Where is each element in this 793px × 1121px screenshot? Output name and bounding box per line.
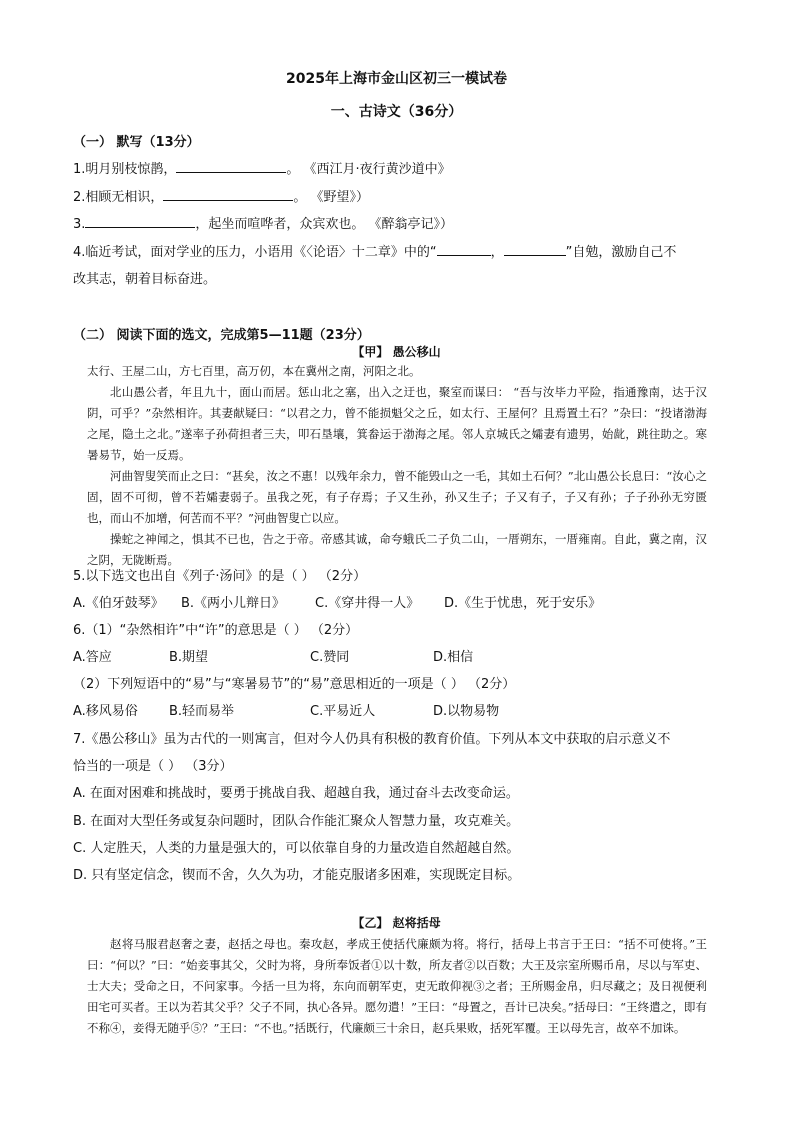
part1-heading: （一） 默写（13分） xyxy=(73,135,200,150)
q3-text-a: 3. xyxy=(73,217,86,232)
q3-text-b: ，起坐而喧哗者，众宾欢也。 《醉翁亭记》） xyxy=(195,217,454,232)
q6-2-option-a[interactable]: A.移风易俗 xyxy=(73,704,138,719)
q5-option-b[interactable]: B.《两小儿辩日》 xyxy=(181,596,286,611)
q4-text-a: 4.临近考试，面对学业的压力，小语用《〈论语〉十二章》中的“ xyxy=(73,245,437,260)
q3-blank[interactable] xyxy=(85,213,195,228)
q4-blank-2[interactable] xyxy=(504,241,566,256)
question-7-continued: 恰当的一项是（ ） （3分） xyxy=(73,759,233,774)
q6-2-option-c[interactable]: C.平易近人 xyxy=(310,704,376,719)
q6-1-option-c[interactable]: C.赞同 xyxy=(310,650,350,665)
q6-1-option-a[interactable]: A.答应 xyxy=(73,650,112,665)
yi-title: 【乙】 赵将括母 xyxy=(352,916,441,930)
q7-option-d[interactable]: D. 只有坚定信念，锲而不舍，久久为功，才能克服诸多困难，实现既定目标。 xyxy=(73,868,521,883)
q7-option-c[interactable]: C. 人定胜天，人类的力量是强大的，可以依靠自身的力量改造自然超越自然。 xyxy=(73,841,520,856)
jia-title: 【甲】 愚公移山 xyxy=(352,345,441,359)
question-2 xyxy=(73,186,369,205)
q2-text-a: 2.相顾无相识， xyxy=(73,190,164,205)
jia-paragraph-3: 河曲智叟笑而止之曰：“甚矣，汝之不惠！以残年余力，曾不能毁山之一毛，其如土石何？”北山愚公长息曰：“汝心之固，固不可彻，曾不若孀妻弱子。虽我之死，有子存焉；子又生孙，孙又生子；子又有子，子又有孙；子子孙孙无穷匮也，而山不加增，何苦而不平？”河曲智叟亡以应。 xyxy=(87,469,707,525)
q4-continued: 改其志，朝着目标奋进。 xyxy=(73,272,217,287)
section-title: 一、古诗文（36分） xyxy=(330,104,463,120)
q5-option-c[interactable]: C.《穿井得一人》 xyxy=(315,596,420,611)
q6-1-option-d[interactable]: D.相信 xyxy=(433,650,474,665)
yi-passage: 赵将马服君赵奢之妻，赵括之母也。秦攻赵，孝成王使括代廉颇为将。将行，括母上书言于王曰：“括不可使将。”王曰：“何以？”曰：“始妾事其父，父时为将，身所奉饭者①以十数，所友者②以百数；大王及宗室所赐币帛，尽以与军吏、士大夫；受命之日，不问家事。今括一旦为将，东向而朝军吏，吏无敢仰视③之者；王所赐金帛，归尽藏之；及日视便利田宅可买者。王以为若其父乎？父子不同，执心各异。愿勿遣！”王曰：“母置之，吾计已决矣。”括母曰：“王终遣之，即有不称④，妾得无随乎⑤？”王曰：“不也。”括既行，代廉颇三十余日，赵兵果败，括死军覆。王以母先言，故卒不加诛。 xyxy=(87,937,707,1035)
question-5: 5.以下选文也出自《列子·汤问》的是（ ） （2分） xyxy=(73,569,367,584)
q7-option-b[interactable]: B. 在面对大型任务或复杂问题时，团队合作能汇聚众人智慧力量，攻克难关。 xyxy=(73,814,520,829)
q2-blank[interactable] xyxy=(163,186,293,201)
q6-2-option-b[interactable]: B.轻而易举 xyxy=(169,704,235,719)
part2-heading: （二） 阅读下面的选文，完成第5—11题（23分） xyxy=(73,328,370,343)
q4-blank-1[interactable] xyxy=(437,241,491,256)
q6-2-option-d[interactable]: D.以物易物 xyxy=(433,704,500,719)
page-title: 2025年上海市金山区初三一模试卷 xyxy=(286,71,507,87)
question-7: 7.《愚公移山》虽为古代的一则寓言，但对今人仍具有积极的教育价值。下列从本文中获取的启示意义不 xyxy=(73,732,671,747)
q5-option-d[interactable]: D.《生于忧患，死于安乐》 xyxy=(444,596,602,611)
q1-blank[interactable] xyxy=(176,158,286,173)
q5-option-a[interactable]: A.《伯牙鼓琴》 xyxy=(73,596,164,611)
question-6-1: 6.（1）“杂然相许”中“许”的意思是（ ） （2分） xyxy=(73,623,359,638)
q4-sep: ， xyxy=(490,245,504,260)
question-4 xyxy=(73,241,676,260)
q7-option-a[interactable]: A. 在面对困难和挑战时，要勇于挑战自我、超越自我，通过奋斗去改变命运。 xyxy=(73,786,519,801)
q4-text-b: ”自勉，激励自己不 xyxy=(565,245,677,260)
question-1 xyxy=(73,158,451,177)
jia-passage xyxy=(87,361,707,571)
jia-paragraph-2: 北山愚公者，年且九十，面山而居。惩山北之塞，出入之迂也，聚室而谋曰： “吾与汝毕力平险，指通豫南，达于汉阴，可乎？”杂然相许。其妻献疑曰：“以君之力，曾不能损魁父之丘，如太行、王屋何？且焉置土石？”杂曰：“投诸渤海之尾，隐土之北。”遂率子孙荷担者三夫，叩石垦壤，箕畚运于渤海之尾。邻人京城氏之孀妻有遗男，始龀，跳往助之。寒暑易节，始一反焉。 xyxy=(87,385,707,462)
jia-paragraph-4: 操蛇之神闻之，惧其不已也，告之于帝。帝感其诚，命夸蛾氏二子负二山，一厝朔东，一厝雍南。自此，冀之南，汉之阴，无陇断焉。 xyxy=(87,532,707,567)
q6-1-option-b[interactable]: B.期望 xyxy=(169,650,209,665)
question-3 xyxy=(73,213,453,232)
jia-paragraph-1: 太行、王屋二山，方七百里，高万仞，本在冀州之南，河阳之北。 xyxy=(87,364,421,378)
q1-text-b: 。 《西江月·夜行黄沙道中》 xyxy=(286,162,451,177)
question-6-2: （2）下列短语中的“易”与“寒暑易节”的“易”意思相近的一项是（ ） （2分） xyxy=(73,677,516,692)
q1-text-a: 1.明月别枝惊鹊， xyxy=(73,162,177,177)
q2-text-b: 。 《野望》） xyxy=(293,190,370,205)
